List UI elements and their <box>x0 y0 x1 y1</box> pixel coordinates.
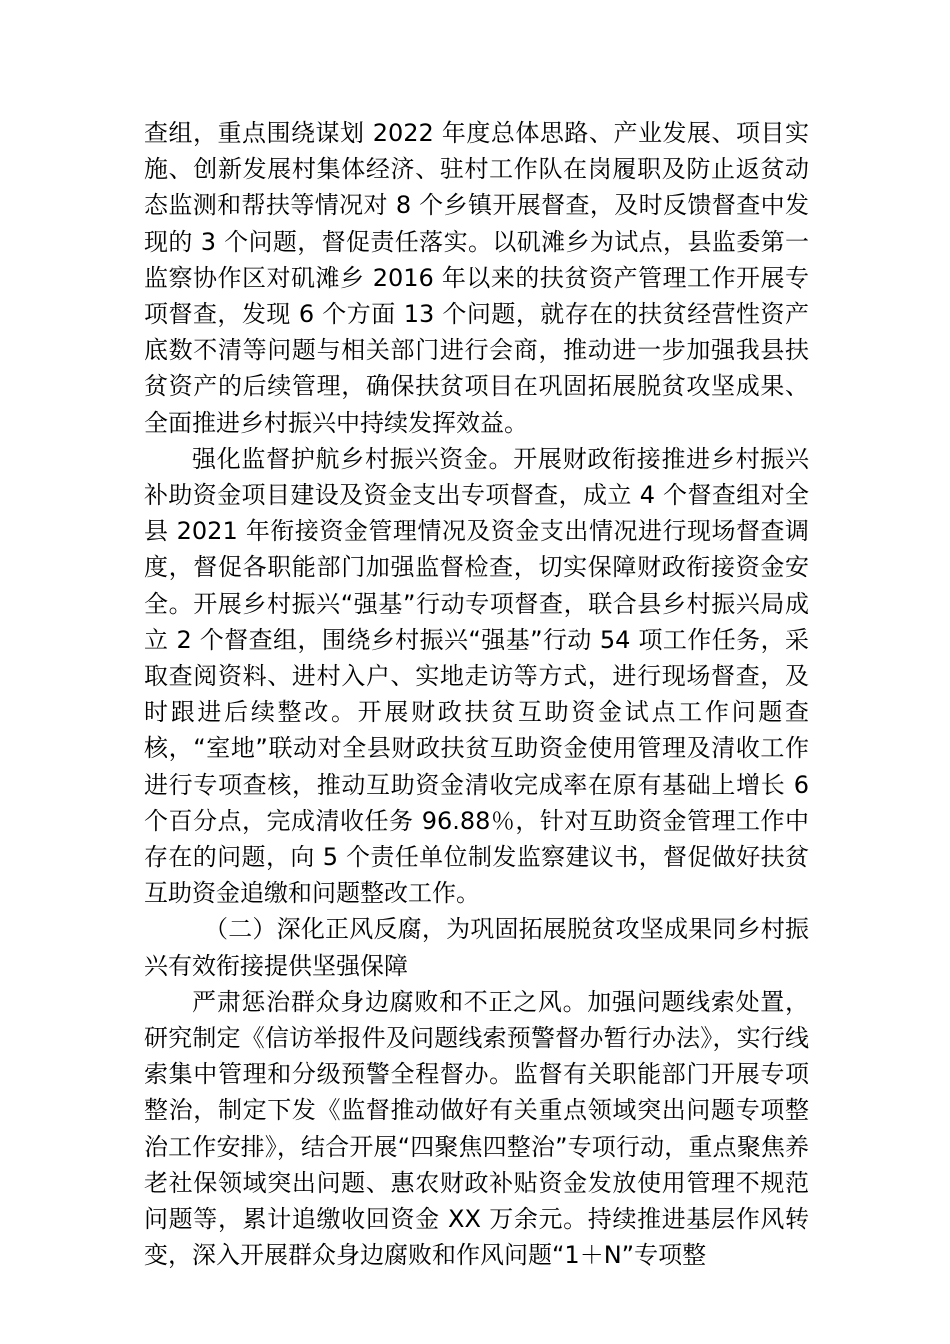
section-heading: （二）深化正风反腐，为巩固拓展脱贫攻坚成果同乡村振兴有效衔接提供坚强保障 <box>144 915 809 980</box>
paragraph-rural-funds: 强化监督护航乡村振兴资金。开展财政衔接推进乡村振兴补助资金项目建设及资金支出专项督查，成立 4 个督查组对全县 2021 年衔接资金管理情况及资金支出情况进行现场督查调度，督促各职能部门加强监督检查，切实保障财政衔接资金安全。开展乡村振兴“强基”行动专项督查，联合县乡村振兴局成立 2 个督查组，围绕乡村振兴“强基”行动 54 项工作任务，采取查阅资料、进村入户、实地走访等方式，进行现场督查，及时跟进后续整改。开展财政扶贫互助资金试点工作问题查核，“室地”联动对全县财政扶贫互助资金使用管理及清收工作进行专项查核，推动互助资金清收完成率在原有基础上增长 6 个百分点，完成清收任务 96.88％，针对互助资金管理工作中存在的问题，向 5 个责任单位制发监察建议书，督促做好扶贫互助资金追缴和问题整改工作。 <box>144 444 809 908</box>
document-body <box>144 115 809 1274</box>
paragraph-continuation: 查组，重点围绕谋划 2022 年度总体思路、产业发展、项目实施、创新发展村集体经济、驻村工作队在岗履职及防止返贫动态监测和帮扶等情况对 8 个乡镇开展督查，及时反馈督查中发现的 3 个问题，督促责任落实。以矶滩乡为试点，县监委第一监察协作区对矶滩乡 2016 年以来的扶贫资产管理工作开展专项督查，发现 6 个方面 13 个问题，就存在的扶贫经营性资产底数不清等问题与相关部门进行会商，推动进一步加强我县扶贫资产的后续管理，确保扶贫项目在巩固拓展脱贫攻坚成果、全面推进乡村振兴中持续发挥效益。 <box>144 119 809 437</box>
paragraph-anti-corruption: 严肃惩治群众身边腐败和不正之风。加强问题线索处置，研究制定《信访举报件及问题线索预警督办暂行办法》，实行线索集中管理和分级预警全程督办。监督有关职能部门开展专项整治，制定下发《监督推动做好有关重点领域突出问题专项整治工作安排》，结合开展“四聚焦四整治”专项行动，重点聚焦养老社保领域突出问题、惠农财政补贴资金发放使用管理不规范问题等，累计追缴收回资金 XX 万余元。持续推进基层作风转变，深入开展群众身边腐败和作风问题“1＋N”专项整 <box>144 987 809 1270</box>
